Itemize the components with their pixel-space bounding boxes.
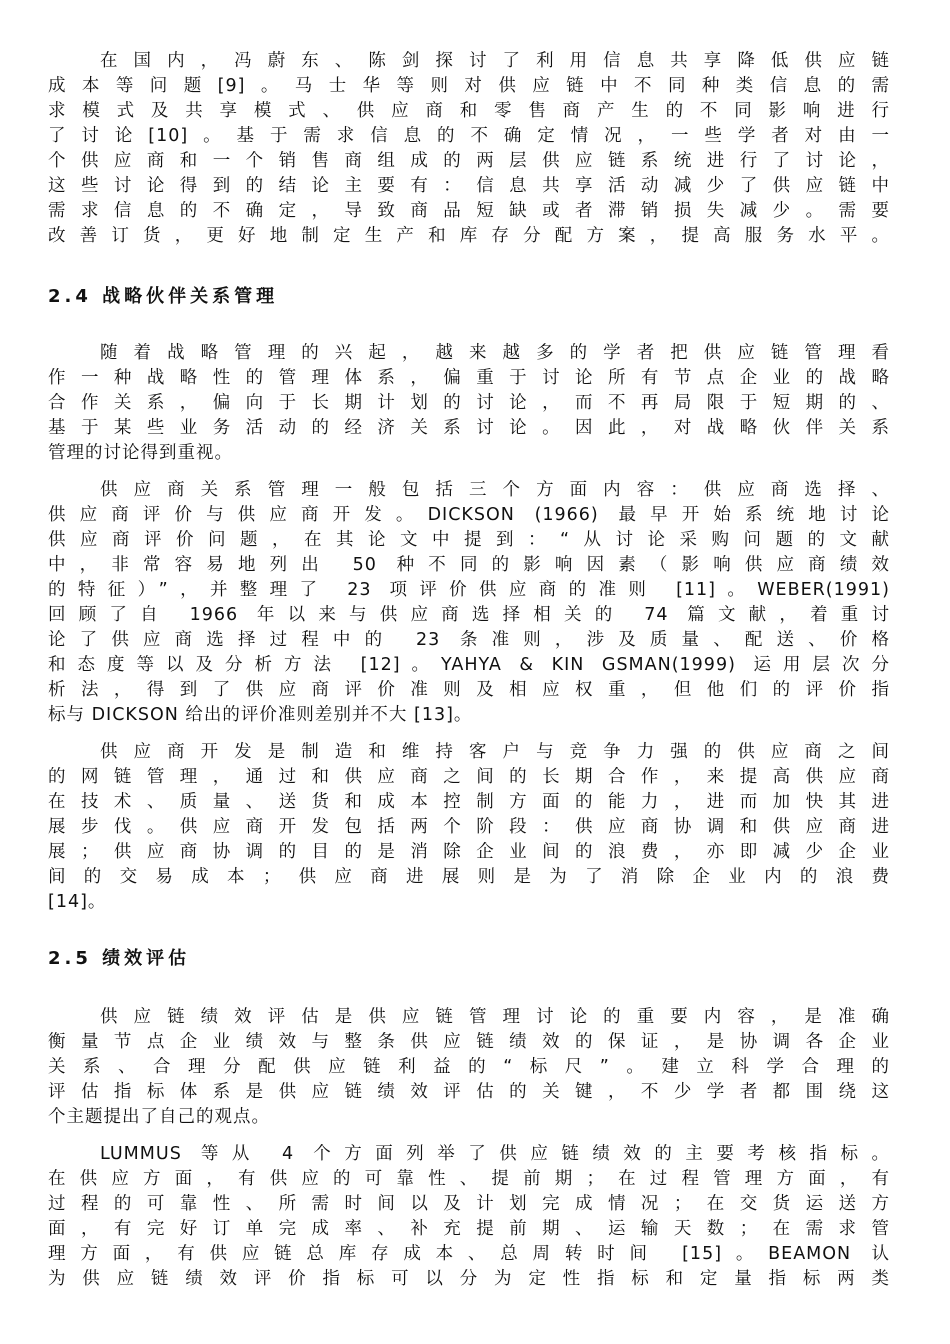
section-heading-2-4: 2.4 战略伙伴关系管理	[48, 286, 279, 307]
text-line: 作一种战略性的管理体系，偏重于讨论所有节点企业的战略	[48, 368, 890, 388]
text-line: 求模式及共享模式、供应商和零售商产生的不同影响进行	[48, 101, 890, 121]
text-line: 展步伐。供应商开发包括两个阶段：供应商协调和供应商进	[48, 817, 890, 837]
text-line: 合作关系，偏向于长期计划的讨论，而不再局限于短期的、	[48, 393, 890, 413]
text-line: 供应链绩效评估是供应链管理讨论的重要内容，是准确	[100, 1007, 890, 1027]
text-line: 为供应链绩效评价指标可以分为定性指标和定量指标两类	[48, 1269, 890, 1289]
text-line: 面，有完好订单完成率、补充提前期、运输天数；在需求管	[48, 1219, 890, 1239]
text-line: [14]。	[48, 892, 107, 912]
text-line: 个供应商和一个销售商组成的两层供应链系统进行了讨论，	[48, 151, 890, 171]
text-line: 需求信息的不确定，导致商品短缺或者滞销损失减少。需要	[48, 201, 890, 221]
section-heading-2-5: 2.5 绩效评估	[48, 948, 191, 969]
text-line: 间的交易成本；供应商进展则是为了消除企业内的浪费	[48, 867, 890, 887]
text-line: 供应商开发是制造和维持客户与竞争力强的供应商之间	[100, 742, 890, 762]
text-line: 的特征）”，并整理了 23 项评价供应商的准则 [11]。WEBER(1991)	[48, 580, 890, 600]
text-line: 管理的讨论得到重视。	[48, 443, 233, 463]
text-line: 个主题提出了自己的观点。	[48, 1107, 270, 1127]
text-line: 理方面，有供应链总库存成本、总周转时间 [15]。BEAMON 认	[48, 1244, 890, 1264]
text-line: 供应商评价与供应商开发。DICKSON (1966) 最早开始系统地讨论	[48, 505, 890, 525]
text-line: 回顾了自 1966 年以来与供应商选择相关的 74 篇文献，着重讨	[48, 605, 890, 625]
text-line: 过程的可靠性、所需时间以及计划完成情况；在交货运送方	[48, 1194, 890, 1214]
text-line: 在技术、质量、送货和成本控制方面的能力，进而加快其进	[48, 792, 890, 812]
text-line: 基于某些业务活动的经济关系讨论。因此，对战略伙伴关系	[48, 418, 890, 438]
text-line: 随着战略管理的兴起，越来越多的学者把供应链管理看	[100, 343, 890, 363]
text-line: 的网链管理，通过和供应商之间的长期合作，来提高供应商	[48, 767, 890, 787]
text-line: LUMMUS 等从 4 个方面列举了供应链绩效的主要考核指标。	[100, 1144, 890, 1164]
text-line: 这些讨论得到的结论主要有：信息共享活动减少了供应链中	[48, 176, 890, 196]
text-line: 评估指标体系是供应链绩效评估的关键，不少学者都围绕这	[48, 1082, 890, 1102]
text-line: 在国内，冯蔚东、陈剑探讨了利用信息共享降低供应链	[100, 51, 890, 71]
text-line: 和态度等以及分析方法 [12]。YAHYA & KIN GSMAN(1999) 运用层次分	[48, 655, 890, 675]
text-line: 在供应方面，有供应的可靠性、提前期；在过程管理方面，有	[48, 1169, 890, 1189]
text-line: 中，非常容易地列出 50 种不同的影响因素（影响供应商绩效	[48, 555, 890, 575]
text-line: 改善订货，更好地制定生产和库存分配方案，提高服务水平。	[48, 226, 890, 246]
text-line: 论了供应商选择过程中的 23 条准则，涉及质量、配送、价格	[48, 630, 890, 650]
text-line: 析法，得到了供应商评价准则及相应权重，但他们的评价指	[48, 680, 890, 700]
text-line: 供应商关系管理一般包括三个方面内容：供应商选择、	[100, 480, 890, 500]
text-line: 成本等问题[9]。马士华等则对供应链中不同种类信息的需	[48, 76, 890, 96]
text-line: 了讨论[10]。基于需求信息的不确定情况，一些学者对由一	[48, 126, 890, 146]
text-line: 衡量节点企业绩效与整条供应链绩效的保证，是协调各企业	[48, 1032, 890, 1052]
text-line: 关系、合理分配供应链利益的“标尺”。建立科学合理的	[48, 1057, 890, 1077]
text-line: 标与 DICKSON 给出的评价准则差别并不大 [13]。	[48, 705, 473, 725]
text-line: 展；供应商协调的目的是消除企业间的浪费，亦即减少企业	[48, 842, 890, 862]
text-line: 供应商评价问题，在其论文中提到：“从讨论采购问题的文献	[48, 530, 890, 550]
